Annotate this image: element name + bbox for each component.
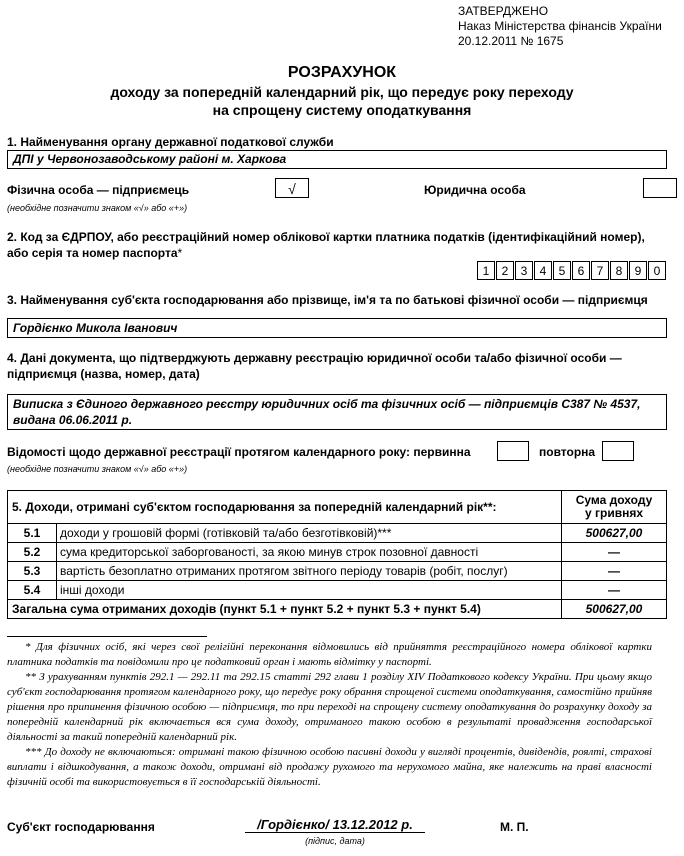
section1-label: 1. Найменування органу державної податкової служби <box>7 135 334 149</box>
section2-label-line2-wrap <box>7 245 182 261</box>
approval-block <box>458 4 662 49</box>
income-header: 5. Доходи, отримані суб'єктом господарювання за попередній календарний рік**: <box>8 491 562 524</box>
entity-name-field[interactable] <box>7 318 667 338</box>
tax-id-digit: 1 <box>477 261 495 280</box>
signature-caption: (підпис, дата) <box>305 836 365 846</box>
tax-id-digit: 5 <box>553 261 571 280</box>
section4-label-line2: підприємця (назва, номер, дата) <box>7 367 200 381</box>
approval-line2: Наказ Міністерства фінансів України <box>458 19 662 33</box>
registration-info-label: Відомості щодо державної реєстрації протягом календарного року: первинна <box>7 445 471 459</box>
tax-office-field[interactable] <box>7 150 667 169</box>
signature-label: Суб'єкт господарювання <box>7 820 155 834</box>
footnote-divider <box>7 636 207 637</box>
row-description: сума кредиторської заборгованості, за якою минув строк позовної давності <box>57 543 562 562</box>
document-subtitle-line2: на спрощену систему оподаткування <box>212 102 472 118</box>
section3-label: 3. Найменування суб'єкта господарювання або прізвище, ім'я та по батькові фізичної особи — підприємця <box>7 293 648 307</box>
repeat-registration-checkbox[interactable] <box>602 441 634 461</box>
registration-document-line1: Виписка з Єдиного державного реєстру юридичних осіб та фізичних осіб — підприємців С387 № 4537, <box>13 397 641 411</box>
mark-hint: (необхідне позначити знаком «√» або «+») <box>7 203 188 213</box>
sum-header-line2: у гривнях <box>584 506 643 520</box>
tax-id-digit: 7 <box>591 261 609 280</box>
total-row <box>8 600 667 619</box>
registration-document-line2: видана 06.06.2011 р. <box>13 413 133 427</box>
table-row <box>8 543 667 562</box>
individual-checkbox[interactable] <box>275 178 309 198</box>
footnote-3: *** До доходу не включаються: отримані такою фізичною особою пасивні доходи у вигляді процентів, дивідендів, роялті, страхові виплати і відшкодування, а також доходи, отримані від продажу рухомого та нерухомого майна, яке належить на праві власності фізичній особі та використовується в її господарській діяльності. <box>7 746 652 788</box>
footnote-2: ** З урахуванням пунктів 292.1 — 292.11 та 292.15 статті 292 глави 1 розділу XIV Податкового кодексу України. При цьому якщо суб'єкт господарювання протягом календарного року, що передує року обрання спрощеної системи оподаткування, самостійно прийняв рішення про припинення фізичною особою — підприємця, то при переході на спрощену систему оподаткування до розрахунку доходу за попередній календарний рік включається вся сума доходу, отриманого такою особою в результаті провадження господарської діяльності за такий попередній календарний рік. <box>7 671 652 743</box>
table-row <box>8 562 667 581</box>
section2-footnote-mark: * <box>177 246 183 260</box>
stamp-label: М. П. <box>500 820 529 834</box>
tax-id-digit: 8 <box>610 261 628 280</box>
footnote-1: * Для фізичних осіб, які через свої релігійні переконання відмовились від прийняття реєстраційного номера облікової картки платника податків та повідомили про це податковий орган і мають відмітку у паспорті. <box>7 641 652 668</box>
row-value[interactable]: — <box>562 562 667 581</box>
row-number: 5.1 <box>8 524 57 543</box>
signature-date: 13.12.2012 р. <box>332 817 413 832</box>
primary-registration-checkbox[interactable] <box>497 441 529 461</box>
section2-label-line1: 2. Код за ЄДРПОУ, або реєстраційний номер облікової картки платника податків (ідентифікаційний номер), <box>7 230 645 244</box>
legal-entity-label: Юридична особа <box>424 183 526 197</box>
row-description: вартість безоплатно отриманих протягом звітного періоду товарів (робіт, послуг) <box>57 562 562 581</box>
signature-text: /Гордієнко/ <box>257 817 329 832</box>
sum-header-line1: Сума доходу <box>575 493 653 507</box>
row-value[interactable]: — <box>562 581 667 600</box>
tax-id-digit: 2 <box>496 261 514 280</box>
section2-label-line2: або серія та номер паспорта <box>7 246 178 260</box>
registration-document-field[interactable] <box>7 394 667 430</box>
total-label: Загальна сума отриманих доходів (пункт 5.1 + пункт 5.2 + пункт 5.3 + пункт 5.4) <box>8 600 562 619</box>
tax-office-value: ДПІ у Червонозаводському районі м. Харкова <box>13 152 287 166</box>
check-mark-icon: √ <box>288 181 296 197</box>
row-number: 5.2 <box>8 543 57 562</box>
tax-id-digits[interactable] <box>477 261 667 280</box>
document-title: РОЗРАХУНОК <box>287 64 397 81</box>
total-value[interactable]: 500627,00 <box>562 600 667 619</box>
row-value[interactable]: 500627,00 <box>562 524 667 543</box>
repeat-registration-label: повторна <box>539 445 596 459</box>
income-table-header <box>8 491 667 524</box>
row-description: доходи у грошовій формі (готівковій та/або безготівковій)*** <box>57 524 562 543</box>
registration-mark-hint: (необхідне позначити знаком «√» або «+») <box>7 464 188 474</box>
approval-line1: ЗАТВЕРДЖЕНО <box>458 4 549 18</box>
row-description: інші доходи <box>57 581 562 600</box>
sum-header <box>562 491 667 524</box>
tax-id-digit: 4 <box>534 261 552 280</box>
approval-line3: 20.12.2011 № 1675 <box>458 34 564 48</box>
section4-label-line1: 4. Дані документа, що підтверджують державну реєстрацію юридичної особи та/або фізичної особи — <box>7 351 622 365</box>
tax-id-digit: 0 <box>648 261 666 280</box>
individual-label: Фізична особа — підприємець <box>7 183 190 197</box>
legal-entity-checkbox[interactable] <box>643 178 677 198</box>
signature-field[interactable] <box>245 817 425 833</box>
entity-name-value: Гордієнко Микола Іванович <box>13 321 178 335</box>
table-row <box>8 581 667 600</box>
tax-id-digit: 6 <box>572 261 590 280</box>
row-number: 5.3 <box>8 562 57 581</box>
row-value[interactable]: — <box>562 543 667 562</box>
income-table <box>7 490 667 619</box>
tax-id-digit: 9 <box>629 261 647 280</box>
table-row <box>8 524 667 543</box>
row-number: 5.4 <box>8 581 57 600</box>
document-subtitle-line1: доходу за попередній календарний рік, що передує року переходу <box>110 84 574 100</box>
tax-id-digit: 3 <box>515 261 533 280</box>
